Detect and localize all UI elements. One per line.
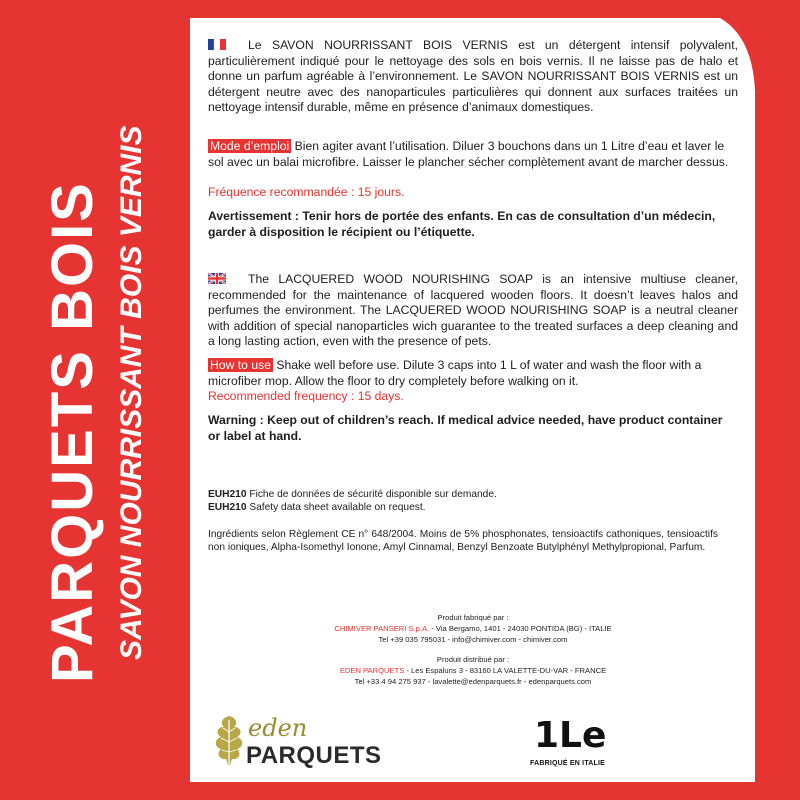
euh-english-text: Safety data sheet available on request. bbox=[246, 502, 426, 513]
how-to-use-tag: How to use bbox=[210, 358, 271, 372]
mode-emploi-tag: Mode d’emploi bbox=[210, 139, 290, 153]
distributor-name: EDEN PARQUETS bbox=[339, 666, 405, 675]
distributor-heading: Produit distribué par : bbox=[436, 655, 510, 664]
flag-france-icon bbox=[208, 39, 226, 50]
flag-uk-icon bbox=[208, 273, 226, 284]
euh-statements bbox=[208, 488, 738, 514]
distributor-info bbox=[248, 654, 698, 687]
producer-address-line bbox=[248, 623, 698, 634]
volume-mark: 1Le bbox=[534, 715, 607, 756]
english-instructions bbox=[208, 358, 738, 389]
producer-name: CHIMIVER PANSERI S.p.A. bbox=[334, 624, 430, 633]
mode-emploi-text: Bien agiter avant l’utilisation. Diluer 3 bouchons dans un 1 Litre d’eau et laver le sol avec un balai microfibre. Laisser le plancher sécher complètement avant de marcher dessus. bbox=[208, 139, 729, 169]
eden-parquets-logo bbox=[212, 712, 382, 772]
english-description bbox=[208, 272, 738, 350]
oak-leaf-icon bbox=[212, 712, 246, 772]
english-frequency: Recommended frequency : 15 days. bbox=[208, 389, 404, 403]
logo-parquets-text: PARQUETS bbox=[246, 742, 382, 769]
made-in-italy: FABRIQUÉ EN ITALIE bbox=[530, 760, 606, 767]
product-subtitle: SAVON NOURRISSANT BOIS VERNIS bbox=[115, 125, 148, 660]
english-warning: Warning : Keep out of children’s reach. If medical advice needed, have product container or label at hand. bbox=[208, 413, 723, 443]
ingredients: Ingrédients selon Règlement CE n° 648/2004. Moins de 5% phosphonates, tensioactifs cathoniques, tensioactifs non ioniques, Alpha-Isomethyl Ionone, Amyl Cinnamal, Benzyl Benzoate Butylphényl Methylpropional, Parfum. bbox=[208, 529, 718, 553]
euh-french bbox=[208, 488, 738, 501]
french-intro-text: Le SAVON NOURRISSANT BOIS VERNIS est un détergent intensif polyvalent, particulièrement indiqué pour le nettoyage des sols en bois vernis. Il ne laisse pas de halo et donne un parfum agréable à l’environnement. Le SAVON NOURRISSANT BOIS VERNIS est un détergent neutre avec des nanoparticules particulières qui donnent aux surfaces traitées un nettoyage intensif durable, même en présence d’animaux domestiques. bbox=[208, 38, 738, 115]
euh-english bbox=[208, 501, 738, 514]
producer-contact: Tel +39 035 795031 - info@chimiver.com - chimiver.com bbox=[378, 635, 568, 644]
distributor-address-line bbox=[248, 665, 698, 676]
french-instructions bbox=[208, 139, 738, 170]
french-description bbox=[208, 38, 738, 116]
french-frequency: Fréquence recommandée : 15 jours. bbox=[208, 185, 405, 199]
euh-code: EUH210 bbox=[208, 502, 247, 513]
euh-french-text: Fiche de données de sécurité disponible sur demande. bbox=[246, 489, 497, 500]
product-title: PARQUETS BOIS bbox=[40, 181, 105, 683]
distributor-address: - Les Espaluns 3 - 83160 LA VALETTE-DU-VAR - FRANCE bbox=[404, 666, 607, 675]
producer-address: - Via Bergamo, 1401 - 24030 PONTIDA (BG) - ITALIE bbox=[429, 624, 612, 633]
logo-eden-text: eden bbox=[248, 714, 308, 742]
producer-info bbox=[248, 612, 698, 645]
french-warning: Avertissement : Tenir hors de portée des enfants. En cas de consultation d’un médecin, garder à disposition le récipient ou l’étiquette. bbox=[208, 209, 716, 239]
distributor-contact: Tel +33 4 94 275 937 - lavalette@edenparquets.fr - edenparquets.com bbox=[354, 677, 592, 686]
euh-code: EUH210 bbox=[208, 489, 247, 500]
how-to-use-text: Shake well before use. Dilute 3 caps into 1 L of water and wash the floor with a microfiber mop. Allow the floor to dry completely before walking on it. bbox=[208, 358, 702, 388]
producer-heading: Produit fabriqué par : bbox=[437, 613, 509, 622]
english-intro-text: The LACQUERED WOOD NOURISHING SOAP is an intensive multiuse cleaner, recommended for the maintenance of lacquered wooden floors. It doesn’t leaves halos and perfumes the environment. The LACQUERED WOOD NOURISHING SOAP is a neutral cleaner with addition of special nanoparticles wich guarantee to the treated surfaces a deep cleaning and a long lasting action, even with the presence of pets. bbox=[208, 272, 738, 349]
